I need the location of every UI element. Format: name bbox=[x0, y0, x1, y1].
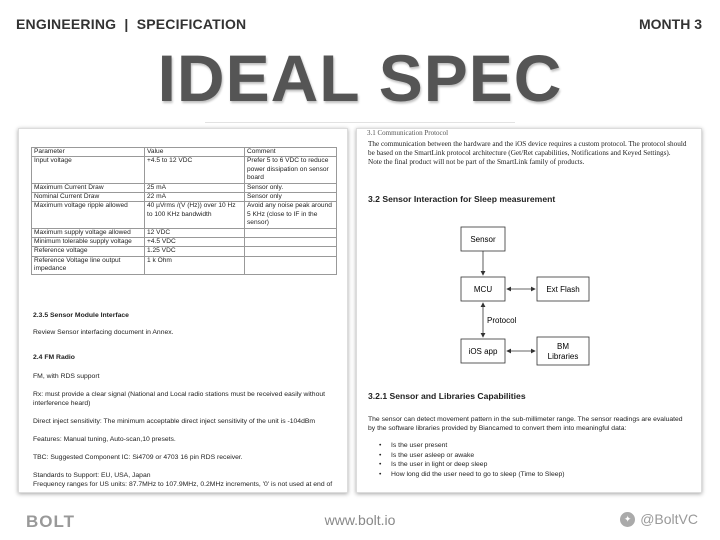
table-row bbox=[32, 183, 337, 192]
direct-inject-text: Direct inject sensitivity: The minimum acceptable direct inject sensitivity of the unit is -104dBm bbox=[33, 418, 316, 425]
section-heading-sensor-interaction: 3.2 Sensor Interaction for Sleep measurement bbox=[368, 194, 556, 204]
footer-twitter bbox=[620, 511, 698, 527]
diagram-label-libraries: Libraries bbox=[547, 352, 579, 361]
table-cell: 25 mA bbox=[145, 183, 245, 192]
protocol-note: Note the final product will not be part of the SmartLink family of products. bbox=[368, 158, 585, 166]
table-header-cell: Comment bbox=[245, 148, 337, 157]
spec-table bbox=[31, 147, 337, 275]
table-cell: Minimum tolerable supply voltage bbox=[32, 238, 145, 247]
features-text: Features: Manual tuning, Auto-scan,10 presets. bbox=[33, 436, 176, 443]
table-row bbox=[32, 193, 337, 202]
svg-text:BOLT: BOLT bbox=[26, 512, 76, 530]
table-cell: Reference voltage bbox=[32, 247, 145, 256]
section-heading-protocol-cut: 3.1 Communication Protocol bbox=[367, 129, 449, 137]
table-cell bbox=[245, 247, 337, 256]
tbc-text: TBC: Suggested Component IC: Si4709 or 4703 16 pin RDS receiver. bbox=[33, 454, 243, 461]
table-cell bbox=[245, 238, 337, 247]
spec-page-left bbox=[18, 128, 348, 493]
capabilities-text: The sensor can detect movement pattern in the sub-millimeter range. The sensor readings are evaluated by the software libraries provided by Biancamed to convert them into meaningful data: bbox=[368, 416, 683, 432]
table-cell: Reference Voltage line output impedance bbox=[32, 256, 145, 274]
spec-page-right bbox=[356, 128, 702, 493]
header-month-label: MONTH 3 bbox=[639, 16, 702, 32]
table-header-cell: Value bbox=[145, 148, 245, 157]
table-cell: Maximum supply voltage allowed bbox=[32, 228, 145, 237]
diagram-label-ios-app: iOS app bbox=[468, 347, 498, 356]
section-heading-capabilities: 3.2.1 Sensor and Libraries Capabilities bbox=[368, 391, 526, 401]
table-cell: Avoid any noise peak around 5 KHz (close to IF in the sensor) bbox=[245, 202, 337, 228]
table-cell: Nominal Current Draw bbox=[32, 193, 145, 202]
rx-text: Rx: must provide a clear signal (National and Local radio stations must be received easily without interference heard) bbox=[33, 391, 326, 407]
table-row bbox=[32, 157, 337, 183]
list-item: • Is the user in light or deep sleep bbox=[379, 460, 565, 470]
header-section-label: ENGINEERING | SPECIFICATION bbox=[16, 16, 247, 32]
table-cell: 40 µVrms /(V (Hz)) over 10 Hz to 100 KHz bandwidth bbox=[145, 202, 245, 228]
standards-text: Standards to Support: EU, USA, Japan bbox=[33, 472, 151, 479]
table-row bbox=[32, 247, 337, 256]
table-row bbox=[32, 202, 337, 228]
table-cell: Input voltage bbox=[32, 157, 145, 183]
title-divider bbox=[205, 122, 515, 123]
table-cell: 22 mA bbox=[145, 193, 245, 202]
diagram-label-protocol: Protocol bbox=[487, 316, 517, 325]
table-cell: Prefer 5 to 6 VDC to reduce power dissipation on sensor board bbox=[245, 157, 337, 183]
capabilities-list bbox=[379, 441, 565, 479]
footer-url: www.bolt.io bbox=[324, 512, 396, 528]
table-row bbox=[32, 238, 337, 247]
section-heading-sensor-module: 2.3.5 Sensor Module Interface bbox=[33, 312, 129, 319]
diagram-label-sensor: Sensor bbox=[470, 235, 496, 244]
table-cell: Maximum Current Draw bbox=[32, 183, 145, 192]
table-cell: Sensor only bbox=[245, 193, 337, 202]
list-item: • How long did the user need to go to sleep (Time to Sleep) bbox=[379, 470, 565, 480]
list-item: • Is the user present bbox=[379, 441, 565, 451]
twitter-handle: @BoltVC bbox=[640, 511, 698, 527]
list-item: • Is the user asleep or awake bbox=[379, 451, 565, 461]
table-cell: Sensor only. bbox=[245, 183, 337, 192]
frequency-text: Frequency ranges for US units: 87.7MHz to 107.9MHz, 0.2MHz increments, '0' is not used at end of bbox=[33, 481, 333, 488]
table-header-cell: Parameter bbox=[32, 148, 145, 157]
protocol-paragraph bbox=[368, 140, 688, 167]
fm-text: FM, with RDS support bbox=[33, 373, 100, 380]
protocol-text: The communication between the hardware and the iOS device requires a custom protocol. The protocol should be based on the SmartLink protocol architecture (Get/Ret capabilities, Notifications and Keyed Settings). bbox=[368, 140, 687, 157]
table-cell bbox=[245, 256, 337, 274]
table-row bbox=[32, 228, 337, 237]
table-header-row bbox=[32, 148, 337, 157]
section-heading-fm-radio: 2.4 FM Radio bbox=[33, 354, 75, 361]
table-cell: Maximum voltage ripple allowed bbox=[32, 202, 145, 228]
diagram-label-bm: BM bbox=[557, 342, 569, 351]
table-cell: 12 VDC bbox=[145, 228, 245, 237]
diagram-label-ext-flash: Ext Flash bbox=[546, 285, 580, 294]
table-row bbox=[32, 256, 337, 274]
sensor-interaction-diagram bbox=[427, 217, 627, 377]
twitter-bird-icon: ✦ bbox=[620, 512, 635, 527]
slide-title: IDEAL SPEC bbox=[157, 41, 563, 115]
table-cell bbox=[245, 228, 337, 237]
table-cell: 1 k Ohm bbox=[145, 256, 245, 274]
table-cell: +4.5 to 12 VDC bbox=[145, 157, 245, 183]
diagram-label-mcu: MCU bbox=[473, 285, 493, 294]
table-cell: +4.5 VDC bbox=[145, 238, 245, 247]
table-cell: 1.25 VDC bbox=[145, 247, 245, 256]
review-text: Review Sensor interfacing document in Annex. bbox=[33, 329, 174, 336]
